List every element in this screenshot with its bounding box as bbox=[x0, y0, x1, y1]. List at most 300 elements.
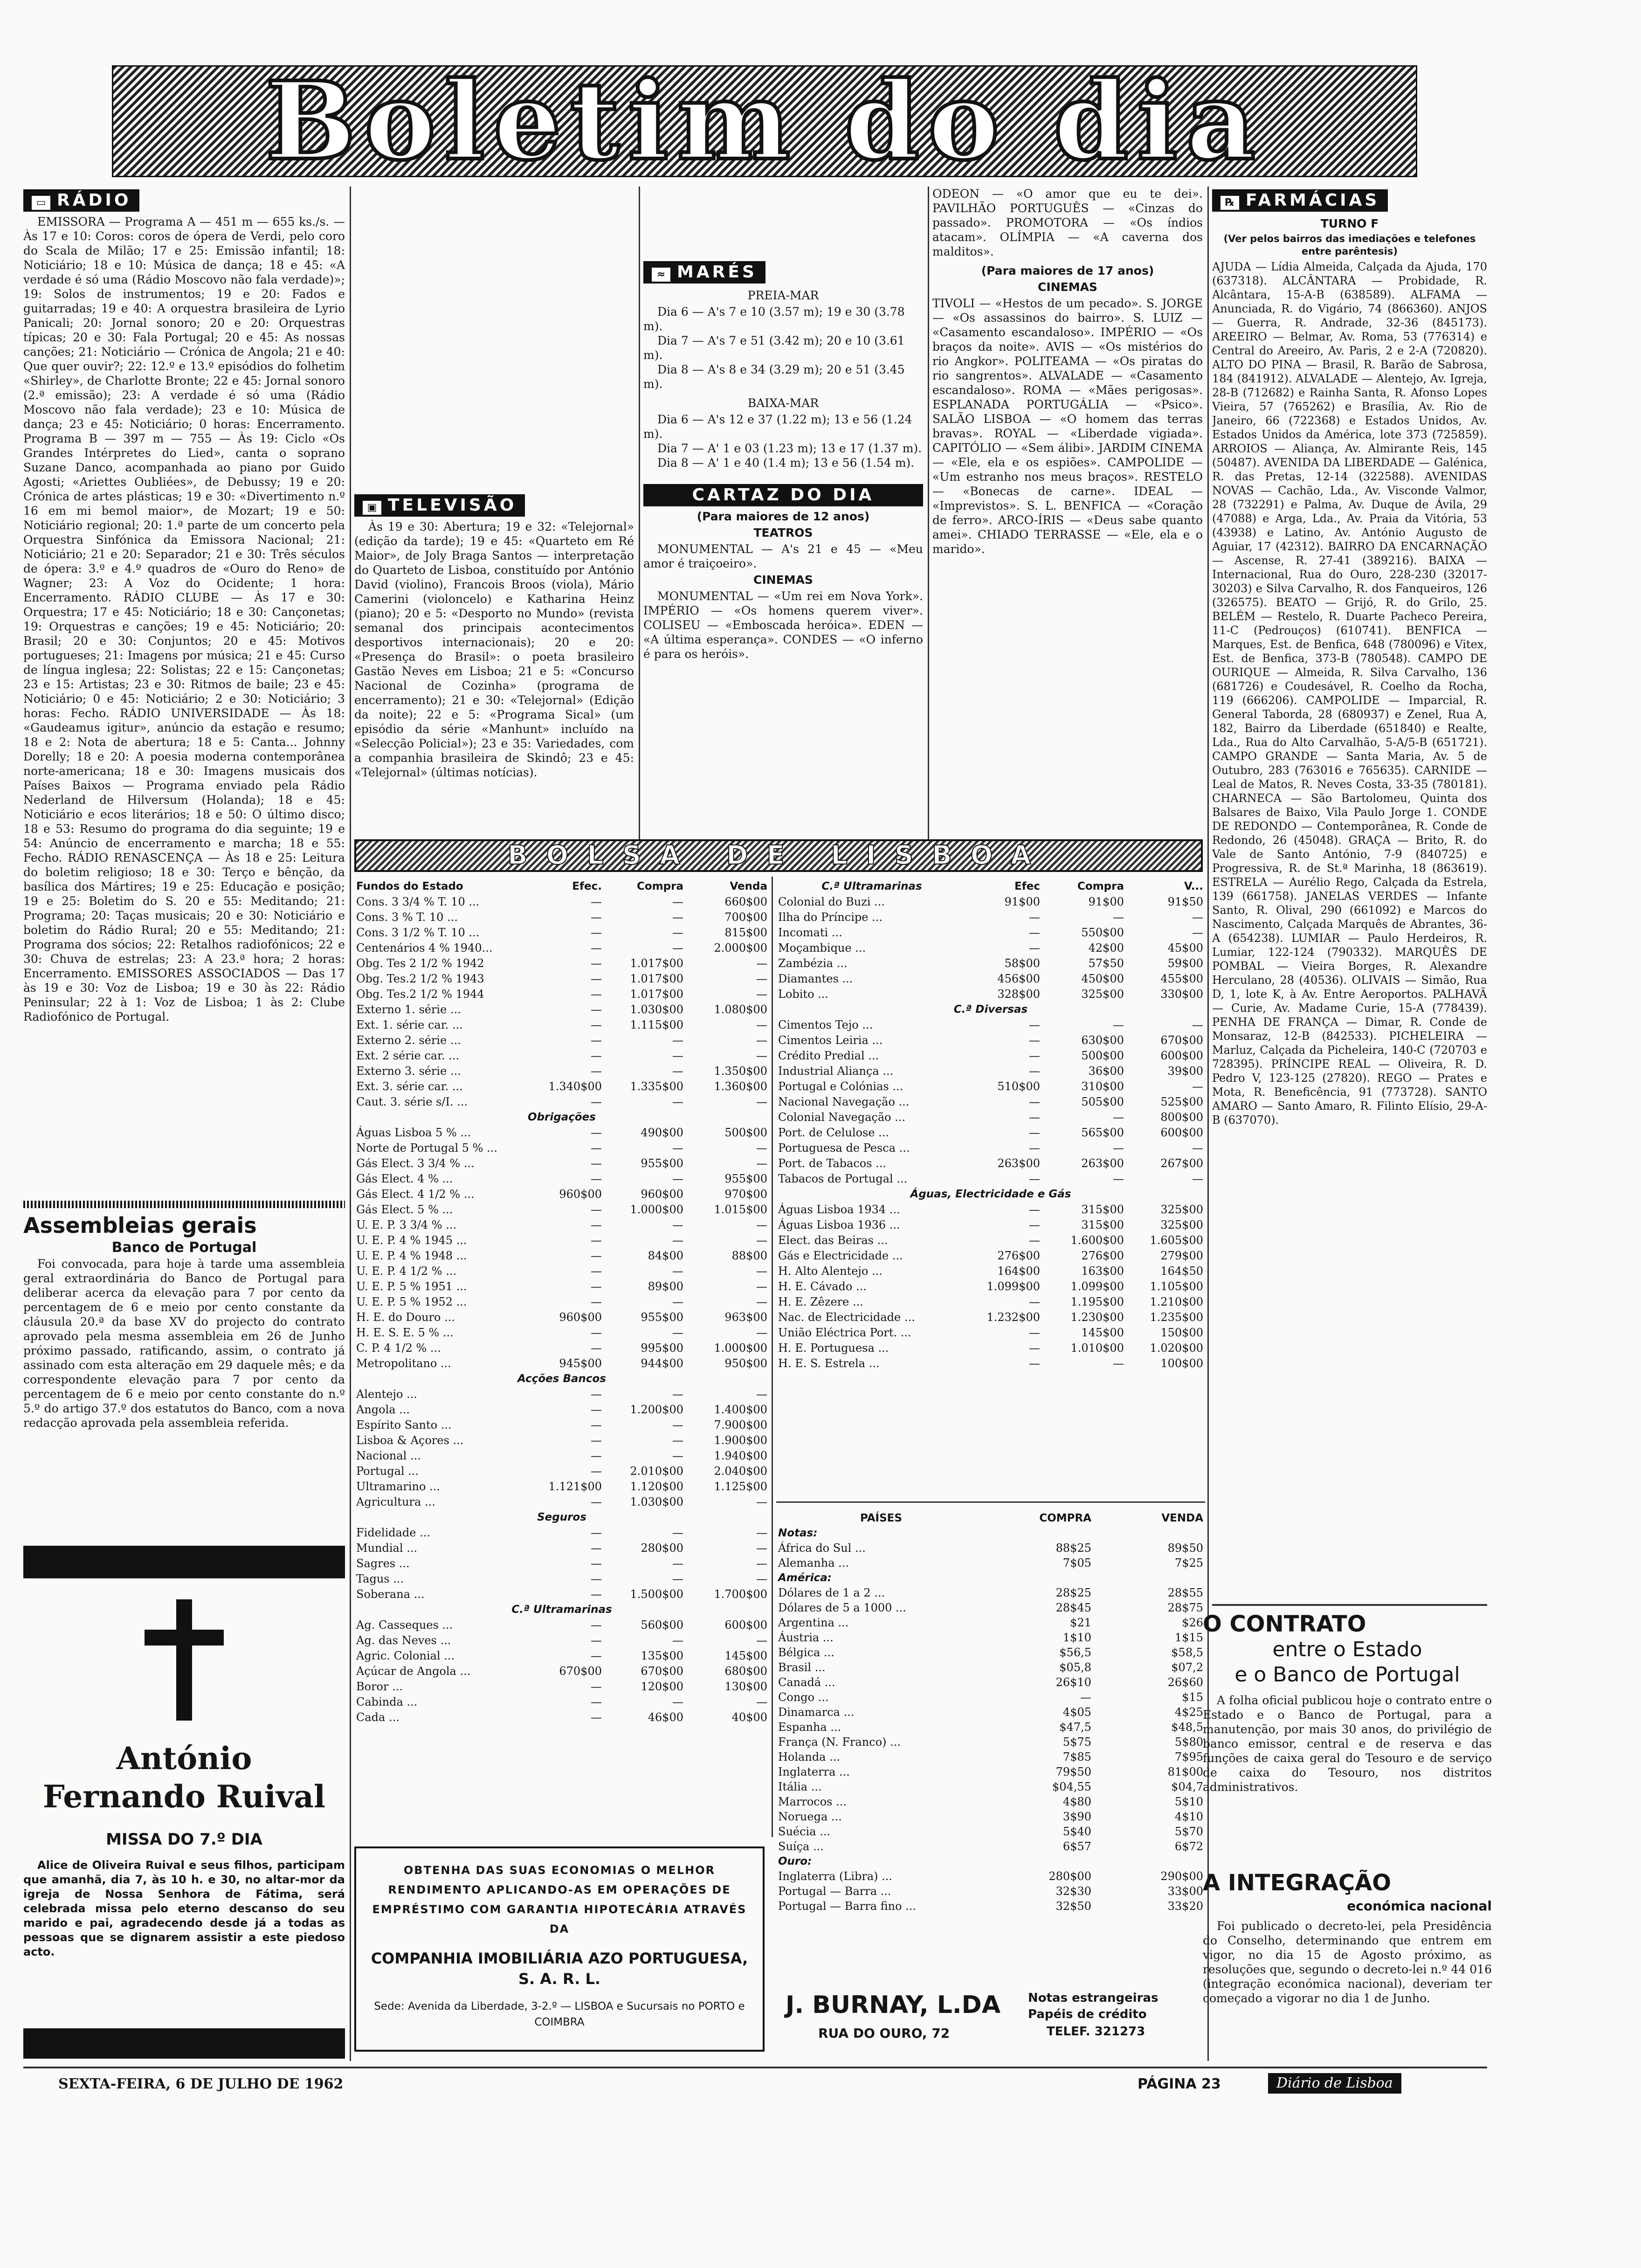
row-label: U. E. P. 4 % 1945 ... bbox=[356, 1234, 467, 1247]
footer-paper: Diário de Lisboa bbox=[1268, 2073, 1401, 2094]
row-value: 7$25 bbox=[1174, 1556, 1203, 1570]
row-value: 1.080$00 bbox=[714, 1003, 767, 1016]
row-label: U. E. P. 5 % 1952 ... bbox=[356, 1295, 467, 1308]
row-value: — bbox=[756, 1157, 767, 1170]
row-value: — bbox=[591, 1465, 602, 1478]
row-value: — bbox=[591, 1403, 602, 1416]
column-2 bbox=[354, 187, 634, 839]
table-row bbox=[354, 1233, 769, 1248]
table-row bbox=[354, 1633, 769, 1648]
row-value: 490$00 bbox=[641, 1126, 683, 1139]
row-value: 145$00 bbox=[1081, 1326, 1124, 1339]
row-value: — bbox=[591, 1265, 602, 1278]
row-value: $05,8 bbox=[1059, 1661, 1091, 1674]
row-value: 4$10 bbox=[1174, 1810, 1203, 1823]
row-label: Marrocos ... bbox=[778, 1795, 847, 1808]
row-value: — bbox=[1113, 1172, 1124, 1185]
row-value: 150$00 bbox=[1160, 1326, 1203, 1339]
row-value: 1.210$00 bbox=[1150, 1295, 1203, 1308]
row-value: — bbox=[591, 1588, 602, 1601]
table-row bbox=[776, 971, 1205, 987]
row-value: 1$15 bbox=[1174, 1631, 1203, 1644]
table-row bbox=[354, 1494, 769, 1510]
row-label: Elect. das Beiras ... bbox=[778, 1234, 888, 1247]
row-value: — bbox=[1192, 911, 1203, 924]
row-value: — bbox=[591, 1649, 602, 1662]
table-row bbox=[354, 1341, 769, 1356]
row-value: 1.360$00 bbox=[714, 1080, 767, 1093]
row-value: 26$60 bbox=[1167, 1676, 1203, 1689]
row-label: Águas Lisboa 1934 ... bbox=[778, 1203, 900, 1216]
row-label: H. E. Cávado ... bbox=[778, 1280, 867, 1293]
row-value: 330$00 bbox=[1160, 988, 1203, 1001]
row-value: 1.700$00 bbox=[714, 1588, 767, 1601]
ad-azo-address: Sede: Avenida da Liberdade, 3-2.º — LISBOA e Sucursais no PORTO e COIMBRA bbox=[374, 2000, 745, 2028]
row-value: 89$50 bbox=[1167, 1542, 1203, 1555]
row-label: Centenários 4 % 1940... bbox=[356, 941, 493, 954]
row-value: 3$90 bbox=[1062, 1810, 1091, 1823]
row-value: — bbox=[591, 1680, 602, 1693]
row-value: 164$50 bbox=[1160, 1265, 1203, 1278]
row-value: 26$10 bbox=[1055, 1676, 1091, 1689]
row-label: Boror ... bbox=[356, 1680, 403, 1693]
row-value: $26 bbox=[1182, 1616, 1203, 1629]
row-label: H. E. Zêzere ... bbox=[778, 1295, 863, 1308]
turno: TURNO F bbox=[1320, 217, 1379, 230]
col-fundos: Fundos do Estado bbox=[356, 880, 463, 892]
row-value: — bbox=[591, 957, 602, 970]
row-value: 280$00 bbox=[1048, 1870, 1091, 1883]
column-3 bbox=[643, 252, 923, 839]
row-value: — bbox=[756, 1141, 767, 1155]
row-value: 46$00 bbox=[648, 1711, 683, 1724]
teatros-text: MONUMENTAL — A's 21 e 45 — «Meu amor é traiçoeiro». bbox=[643, 542, 923, 570]
burnay-tel: TELEF. 321273 bbox=[1047, 2025, 1145, 2039]
row-value: — bbox=[672, 926, 683, 939]
table-row bbox=[354, 1310, 769, 1325]
table-row bbox=[776, 1356, 1205, 1371]
row-value: 88$25 bbox=[1055, 1542, 1091, 1555]
table-row bbox=[776, 1779, 1205, 1794]
row-value: $04,7 bbox=[1171, 1780, 1203, 1793]
table-row bbox=[776, 1048, 1205, 1064]
table-row bbox=[354, 1541, 769, 1556]
row-value: — bbox=[591, 1434, 602, 1447]
row-value: — bbox=[756, 1218, 767, 1231]
table-row bbox=[354, 1664, 769, 1679]
row-value: 145$00 bbox=[724, 1649, 767, 1662]
section-heading: Seguros bbox=[537, 1511, 586, 1523]
row-label: H. E. S. Estrela ... bbox=[778, 1357, 880, 1370]
row-value: — bbox=[672, 1326, 683, 1339]
table-row bbox=[776, 940, 1205, 956]
row-value: — bbox=[756, 1265, 767, 1278]
row-value: 630$00 bbox=[1081, 1034, 1124, 1047]
table-row bbox=[776, 1690, 1205, 1705]
row-value: 1.195$00 bbox=[1070, 1295, 1124, 1308]
row-value: — bbox=[756, 1557, 767, 1570]
row-value: — bbox=[591, 926, 602, 939]
table-row bbox=[354, 1033, 769, 1048]
row-value: — bbox=[1029, 1218, 1040, 1231]
row-label: Obg. Tes 2 1/2 % 1942 bbox=[356, 957, 484, 970]
row-value: — bbox=[1113, 1111, 1124, 1124]
row-value: 1.030$00 bbox=[630, 1003, 683, 1016]
row-value: — bbox=[1029, 1126, 1040, 1139]
row-value: 290$00 bbox=[1160, 1870, 1203, 1883]
row-value: 670$00 bbox=[1160, 1034, 1203, 1047]
row-label: Inglaterra (Libra) ... bbox=[778, 1870, 893, 1883]
row-label: Portugal — Barra fino ... bbox=[778, 1900, 917, 1913]
table-row bbox=[776, 1325, 1205, 1341]
row-label: Externo 3. série ... bbox=[356, 1065, 461, 1078]
row-value: 32$30 bbox=[1055, 1885, 1091, 1898]
table-row bbox=[776, 1064, 1205, 1079]
table-row bbox=[776, 1705, 1205, 1720]
row-value: 2.010$00 bbox=[630, 1465, 683, 1478]
rule-col3 bbox=[928, 187, 929, 839]
row-value: 1.400$00 bbox=[714, 1403, 767, 1416]
row-label: Cimentos Tejo ... bbox=[778, 1018, 873, 1031]
row-value: — bbox=[1029, 911, 1040, 924]
row-label: Externo 1. série ... bbox=[356, 1003, 461, 1016]
table-row bbox=[776, 1615, 1205, 1630]
table-row bbox=[776, 1809, 1205, 1824]
row-label: Obg. Tes.2 1/2 % 1944 bbox=[356, 988, 484, 1001]
notas-label: Notas: bbox=[778, 1527, 818, 1539]
row-label: Gás Elect. 4 1/2 % ... bbox=[356, 1188, 475, 1201]
row-label: Mundial ... bbox=[356, 1542, 418, 1555]
row-value: — bbox=[591, 1388, 602, 1401]
radio-icon: ▭ bbox=[32, 196, 50, 210]
row-label: U. E. P. 4 1/2 % ... bbox=[356, 1265, 457, 1278]
row-value: — bbox=[672, 1095, 683, 1108]
table-row bbox=[354, 1048, 769, 1064]
row-value: — bbox=[591, 1157, 602, 1170]
row-label: H. E. S. E. 5 % ... bbox=[356, 1326, 454, 1339]
row-label: União Eléctrica Port. ... bbox=[778, 1326, 911, 1339]
row-value: — bbox=[591, 972, 602, 985]
table-row bbox=[776, 1156, 1205, 1171]
table-row bbox=[354, 956, 769, 971]
row-value: 325$00 bbox=[1081, 988, 1124, 1001]
table-row bbox=[354, 1479, 769, 1494]
row-value: 955$00 bbox=[641, 1311, 683, 1324]
row-value: — bbox=[672, 1526, 683, 1539]
row-value: — bbox=[591, 911, 602, 924]
row-label: Fidelidade ... bbox=[356, 1526, 430, 1539]
section-heading: Acções Bancos bbox=[517, 1373, 606, 1385]
table-row bbox=[354, 1279, 769, 1294]
contrato-text: A folha oficial publicou hoje o contrato entre o Estado e o Banco de Portugal, para a manutenção, por mais 30 anos, do privilégio de banco emissor, central e de reserva e das funções de caixa geral do Tesouro e de serviço de caixa do Tesouro, nos distritos administrativos. bbox=[1203, 1694, 1492, 1794]
row-label: Ext. 1. série car. ... bbox=[356, 1018, 463, 1031]
row-label: Ilha do Príncipe ... bbox=[778, 911, 883, 924]
table-row bbox=[776, 925, 1205, 940]
table-row bbox=[354, 894, 769, 910]
rule-contrato bbox=[1212, 1604, 1487, 1606]
row-value: 1.017$00 bbox=[630, 972, 683, 985]
row-value: — bbox=[672, 1449, 683, 1462]
table-row bbox=[776, 1233, 1205, 1248]
row-value: — bbox=[1192, 1172, 1203, 1185]
row-value: — bbox=[756, 1526, 767, 1539]
row-value: 1.600$00 bbox=[1070, 1234, 1124, 1247]
row-value: — bbox=[672, 1418, 683, 1431]
row-value: — bbox=[756, 1572, 767, 1585]
table-row bbox=[776, 1675, 1205, 1690]
table-row bbox=[354, 1556, 769, 1571]
row-value: — bbox=[1029, 1234, 1040, 1247]
row-value: $15 bbox=[1182, 1691, 1203, 1704]
bolsa-title-box bbox=[354, 839, 1203, 872]
row-value: 6$57 bbox=[1062, 1840, 1091, 1853]
row-value: 950$00 bbox=[724, 1357, 767, 1370]
cinemas17-heading: CINEMAS bbox=[1038, 280, 1097, 294]
row-label: H. E. do Douro ... bbox=[356, 1311, 455, 1324]
burnay-address: RUA DO OURO, 72 bbox=[818, 2026, 950, 2041]
row-value: 560$00 bbox=[641, 1618, 683, 1632]
row-value: 1.030$00 bbox=[630, 1495, 683, 1508]
row-value: 1.900$00 bbox=[714, 1434, 767, 1447]
row-label: U. E. P. 5 % 1951 ... bbox=[356, 1280, 467, 1293]
row-label: Incomati ... bbox=[778, 926, 842, 939]
row-value: $58,5 bbox=[1171, 1646, 1203, 1659]
row-value: — bbox=[591, 1572, 602, 1585]
row-value: 315$00 bbox=[1081, 1203, 1124, 1216]
row-value: — bbox=[756, 1034, 767, 1047]
row-value: 960$00 bbox=[559, 1311, 602, 1324]
row-label: Holanda ... bbox=[778, 1750, 841, 1763]
row-value: 450$00 bbox=[1081, 972, 1124, 985]
row-label: Noruega ... bbox=[778, 1810, 842, 1823]
burnay-line2: Papéis de crédito bbox=[1028, 2007, 1147, 2021]
row-value: 2.040$00 bbox=[714, 1465, 767, 1478]
row-value: 955$00 bbox=[724, 1172, 767, 1185]
row-value: 263$00 bbox=[1081, 1157, 1124, 1170]
cinemas17-text: TIVOLI — «Hestos de um pecado». S. JORGE — «Os assassinos do bairro». S. LUIZ — «Casamento escandaloso». IMPÉRIO — «Os braços da noite». AVIS — «Os mistérios do rio Angkor». POLITEAMA — «Os piratas do rio sangrentos». ALVALADE — «Casamento escandaloso». ROMA — «Mães perigosas». ESPLANADA PORTUGÁLIA — «Psico». SALÃO LISBOA — «O homem das terras bravas». ROYAL — «Liberdade vigiada». CAPITÓLIO — «Sem álibi». JARDIM CINEMA — «Ele, ela e os espiões». CAMPOLIDE — «Um estranho nos meus braços». RESTELO — «Bonecas de carne». IDEAL — «Imprevistos». S. L. BENFICA — «Coração de ferro». ARCO-ÍRIS — «Deus sabe quanto amei». CHIADO TERRASSE — «Ele, ela e o marido». bbox=[932, 297, 1203, 556]
cartaz-heading: CARTAZ DO DIA bbox=[643, 484, 923, 506]
table-row bbox=[354, 1264, 769, 1279]
row-value: — bbox=[1113, 911, 1124, 924]
row-value: — bbox=[1029, 1034, 1040, 1047]
farmacias-text: AJUDA — Lídia Almeida, Calçada da Ajuda, 170 (637318). ALCÂNTARA — Probidade, R. Alcântara, 15-A-B (638589). ALFAMA — Anunciada, R. do Vigário, 74 (866360). ANJOS — Guerra, R. Andrade, 32-36 (845173). AREEIRO — Belmar, Av. Roma, 53 (776314) e Central do Areeiro, Av. Paris, 2 e 2-A (720820). ALTO DO PINA — Brasil, R. Barão de Sabrosa, 184 (841912). ALVALADE — Alentejo, Av. Igreja, 28-B (712682) e Rainha Santa, R. Afonso Lopes Vieira, 57 (765262) e Brasília, Av. Rio de Janeiro, 66 (722368) e Estados Unidos, Av. Estados Unidos da América, lote 373 (725859). ARROIOS — Aliança, Av. Almirante Reis, 145 (50487). AVENIDA DA LIBERDADE — Galénica, R. das Pretas, 12-14 (322588). AVENIDAS NOVAS — Cachão, Lda., Av. Visconde Valmor, 28 (732291) e Palma, Av. Duque de Ávila, 29 (47088) e Arga, Lda., Av. Praia da Vitória, 53 (43938) e Latino, Av. António Augusto de Aguiar, 17 (42312). BAIRRO DA ENCARNAÇÃO — Ascense, R. 27-41 (389216). BAIXA — Internacional, Rua do Ouro, 228-230 (32017-30203) e Silva Carvalho, R. dos Fanqueiros, 126 (326575). BEATO — Grijó, R. do Grilo, 25. BELÉM — Restelo, R. Duarte Pacheco Pereira, 11-C (Pedrouços) (610741). BENFICA — Marques, Est. de Benfica, 648 (780096) e Vitex, Est. de Benfica, 373-B (780548). CAMPO DE OURIQUE — Almeida, R. Silva Carvalho, 136 (681726) e Coudesável, R. Coelho da Rocha, 119 (666206). CAMPOLIDE — Imparcial, R. General Taborda, 28 (680937) e Zenel, Rua A, 182, Bairro da Liberdade (651840) e Realte, Lda., Rua do Alto Carvalhão, 5-A/5-B (651721). CAMPO GRANDE — Santa Maria, Av. 5 de Outubro, 283 (763016 e 765635). CARNIDE — Leal de Matos, R. Neves Costa, 33-35 (780181). CHARNECA — São Bartolomeu, Quinta dos Balsares de Baixo, Vila Paulo Jorge 1. CONDE DE REDONDO — Contemporânea, R. Conde de Redondo, 26 (45048). GRAÇA — Brito, R. do Vale de Santo António, 7-9 (840725) e Progressiva, R. de St.ª Marinha, 18 (863619). ESTRELA — Aurélio Rego, Calçada da Estrela, 139 (661758). JANELAS VERDES — Infante Santo, R. Olival, 290 (661092) e Marcos do Nascimento, Calçada Marquês de Abrantes, 36-A (654238). LUMIAR — Paulo Herdeiros, R. Lumiar, 122-124 (790332). MARQUÊS DE POMBAL — Vieira Borges, R. Alexandre Herculano, 28 (40536). OLIVAIS — Simão, Rua D, 1, lote K, à Av. Entre Aeroportos. PALHAVÃ — Curie, Av. Madame Curie, 15-A (778439). PENHA DE FRANÇA — Dimar, R. Conde de Monsaraz, 12-B (842533). PICHELEIRA — Marluz, Calçada da Picheleira, 140-C (720703 e 728395). PRÍNCIPE REAL — Oliveira, R. D. Pedro V, 123-125 (27820). REGO — Prates e Mota, R. Beneficência, 91 (773728). SANTO AMARO — Santo Amaro, R. Filinto Elísio, 29-A-B (637070). bbox=[1212, 260, 1487, 1127]
table-row bbox=[776, 1341, 1205, 1356]
table-row bbox=[354, 1202, 769, 1217]
col-compra: Compra bbox=[1077, 880, 1124, 892]
table-row bbox=[776, 1556, 1205, 1570]
row-value: 276$00 bbox=[1081, 1249, 1124, 1262]
column-4 bbox=[932, 187, 1203, 839]
row-label: Tagus ... bbox=[356, 1572, 404, 1585]
table-row bbox=[354, 1402, 769, 1418]
row-label: Sagres ... bbox=[356, 1557, 410, 1570]
row-value: — bbox=[591, 895, 602, 908]
table-row bbox=[354, 1587, 769, 1602]
row-value: 680$00 bbox=[724, 1665, 767, 1678]
row-value: — bbox=[672, 1634, 683, 1647]
bolsa-right-header bbox=[776, 879, 1205, 894]
bolsa-right bbox=[776, 879, 1205, 1492]
row-value: 91$00 bbox=[1088, 895, 1124, 908]
section-heading-row bbox=[776, 1570, 1205, 1585]
assembleias-text: Foi convocada, para hoje à tarde uma assembleia geral extraordinária do Banco de Portugal para deliberar acerca da elevação para 7 por cento da percentagem de 6 e meio por cento constante da cláusula 20.ª da base XV do projecto do contrato aprovado pela mesma assembleia em 26 de Junho próximo passado, ratificando, assim, o contrato já assinado com esta alteração em 29 daquele mês; e da correspondente elevação para 7 por cento da percentagem de 6 e meio por cento constante do n.º 5.º do artigo 37.º dos estatutos do Banco, com a nova redacção aprovada pela assembleia referida. bbox=[23, 1257, 345, 1430]
row-value: 1.115$00 bbox=[630, 1018, 683, 1031]
row-label: Cons. 3 3/4 % T. 10 ... bbox=[356, 895, 480, 908]
row-label: Inglaterra ... bbox=[778, 1765, 850, 1778]
row-value: 1.000$00 bbox=[714, 1341, 767, 1355]
row-label: Espanha ... bbox=[778, 1721, 841, 1734]
row-value: $56,5 bbox=[1059, 1646, 1091, 1659]
row-value: 45$00 bbox=[1167, 941, 1203, 954]
row-value: 88$00 bbox=[731, 1249, 767, 1262]
row-label: Suécia ... bbox=[778, 1825, 831, 1838]
row-value: — bbox=[672, 1234, 683, 1247]
row-label: Águas Lisboa 5 % ... bbox=[356, 1126, 471, 1139]
col-venda: Venda bbox=[730, 880, 767, 892]
tv-text: Às 19 e 30: Abertura; 19 e 32: «Telejornal» (edição da tarde); 19 e 45: «Quarteto em Ré Maior», de Joly Braga Santos — interpretação do Quarteto de Lisboa, constituído por António David (violino), Francois Broos (viola), Mário Camerini (violoncelo) e Katharina Heinz (piano); 20 e 5: «Desporto no Mundo» (revista semanal dos principais acontecimentos desportivos internacionais); 20 e 20: «Presença do Brasil»: o poeta brasileiro Gastão Neves em Lisboa; 21 e 5: «Concurso Nacional de Cozinha» (programa de encerramento); 21 e 30: «Telejornal» (Edição da noite); 22 e 5: «Programa Sical» (um episódio da série «Manhunt» incluído na «Selecção Policial»); 23 e 35: Variedades, com a companhia brasileira de Skindô; 23 e 45: «Telejornal» (últimas notícias). bbox=[354, 520, 634, 779]
row-value: 456$00 bbox=[997, 972, 1040, 985]
col-efec: Efec. bbox=[572, 880, 602, 892]
section-heading-row bbox=[776, 1002, 1205, 1017]
row-value: — bbox=[756, 1018, 767, 1031]
row-value: — bbox=[591, 1418, 602, 1431]
col-paises: PAÍSES bbox=[860, 1512, 902, 1524]
row-value: 565$00 bbox=[1081, 1126, 1124, 1139]
row-value: — bbox=[591, 1172, 602, 1185]
table-row bbox=[354, 1187, 769, 1202]
row-label: Portugal — Barra ... bbox=[778, 1885, 891, 1898]
row-value: 5$75 bbox=[1062, 1736, 1091, 1749]
table-row bbox=[776, 1749, 1205, 1764]
table-row bbox=[354, 1217, 769, 1233]
col-venda: V... bbox=[1184, 880, 1203, 892]
footer-page: PÁGINA 23 bbox=[1138, 2076, 1221, 2092]
cross-icon bbox=[145, 1599, 224, 1721]
row-value: 1.099$00 bbox=[1070, 1280, 1124, 1293]
obituary-missa: MISSA DO 7.º DIA bbox=[106, 1830, 262, 1849]
row-value: — bbox=[1029, 1295, 1040, 1308]
row-value: — bbox=[591, 1095, 602, 1108]
obituary-bottom-bar bbox=[23, 2028, 345, 2059]
row-value: 955$00 bbox=[641, 1157, 683, 1170]
table-row bbox=[776, 1839, 1205, 1854]
row-label: Águas Lisboa 1936 ... bbox=[778, 1218, 900, 1231]
row-value: 1.120$00 bbox=[630, 1480, 683, 1493]
row-value: — bbox=[756, 1295, 767, 1308]
row-label: Norte de Portugal 5 % ... bbox=[356, 1141, 497, 1155]
row-label: C. P. 4 1/2 % ... bbox=[356, 1341, 441, 1355]
table-row bbox=[776, 1720, 1205, 1735]
teatros-heading: TEATROS bbox=[753, 526, 813, 539]
row-value: — bbox=[1113, 1357, 1124, 1370]
row-value: — bbox=[756, 1695, 767, 1708]
baixa-mar-2: Dia 7 — A' 1 e 03 (1.23 m); 13 e 17 (1.37 m). bbox=[657, 442, 922, 455]
row-value: — bbox=[591, 988, 602, 1001]
assembleias-subtitle: Banco de Portugal bbox=[111, 1239, 257, 1256]
row-label: Gás e Electricidade ... bbox=[778, 1249, 903, 1262]
baixa-mar-heading: BAIXA-MAR bbox=[747, 396, 819, 410]
row-value: 279$00 bbox=[1160, 1249, 1203, 1262]
row-value: 7$95 bbox=[1174, 1750, 1203, 1763]
row-label: Ag. Casseques ... bbox=[356, 1618, 453, 1632]
row-label: Gás Elect. 4 % ... bbox=[356, 1172, 453, 1185]
row-value: — bbox=[591, 1295, 602, 1308]
table-row bbox=[776, 1884, 1205, 1899]
obituary-text: Alice de Oliveira Ruival e seus filhos, participam que amanhã, dia 7, às 10 h. e 30, no altar-mor da igreja de Nossa Senhora de Fátima, será celebrada missa pelo eterno descanso do seu marido e pai, agradecendo desde já a todas as pessoas que se dignarem assistir a este piedoso acto. bbox=[23, 1859, 345, 1958]
table-row bbox=[354, 1125, 769, 1141]
row-value: — bbox=[756, 1326, 767, 1339]
row-value: — bbox=[672, 1034, 683, 1047]
col-venda: VENDA bbox=[1161, 1512, 1203, 1524]
row-value: 944$00 bbox=[641, 1357, 683, 1370]
masthead bbox=[112, 58, 1417, 184]
row-value: — bbox=[591, 1280, 602, 1293]
table-row bbox=[776, 987, 1205, 1002]
row-value: — bbox=[591, 1141, 602, 1155]
table-row bbox=[354, 1171, 769, 1187]
radio-heading: ▭ RÁDIO bbox=[23, 189, 139, 212]
row-value: 550$00 bbox=[1081, 926, 1124, 939]
footer-date: SEXTA-FEIRA, 6 DE JULHO DE 1962 bbox=[58, 2076, 344, 2092]
table-row bbox=[354, 1464, 769, 1479]
row-value: 7$85 bbox=[1062, 1750, 1091, 1763]
row-value: — bbox=[591, 1234, 602, 1247]
row-value: — bbox=[591, 1326, 602, 1339]
row-value: 4$80 bbox=[1062, 1795, 1091, 1808]
row-value: 267$00 bbox=[1160, 1157, 1203, 1170]
row-label: Nacional ... bbox=[356, 1449, 421, 1462]
row-value: 91$00 bbox=[1004, 895, 1040, 908]
bolsa-left-header bbox=[354, 879, 769, 894]
row-label: Caut. 3. série s/I. ... bbox=[356, 1095, 468, 1108]
table-row bbox=[776, 1794, 1205, 1809]
row-value: 600$00 bbox=[1160, 1126, 1203, 1139]
rule-assembleias bbox=[23, 1201, 345, 1208]
row-label: Cabinda ... bbox=[356, 1695, 418, 1708]
table-row bbox=[776, 1600, 1205, 1615]
row-value: 1.232$00 bbox=[986, 1311, 1040, 1324]
section-heading-row bbox=[776, 1187, 1205, 1202]
row-value: — bbox=[672, 1141, 683, 1155]
row-value: — bbox=[591, 1126, 602, 1139]
row-label: Diamantes ... bbox=[778, 972, 853, 985]
table-row bbox=[776, 1541, 1205, 1556]
row-value: — bbox=[672, 1295, 683, 1308]
table-row bbox=[776, 1110, 1205, 1125]
row-value: 58$00 bbox=[1004, 957, 1040, 970]
row-value: — bbox=[672, 1695, 683, 1708]
row-label: Crédito Predial ... bbox=[778, 1049, 879, 1062]
row-value: 310$00 bbox=[1081, 1080, 1124, 1093]
section-heading-row bbox=[354, 1110, 769, 1125]
row-value: 5$40 bbox=[1062, 1825, 1091, 1838]
row-value: 33$00 bbox=[1167, 1885, 1203, 1898]
row-value: — bbox=[1029, 1018, 1040, 1031]
row-value: — bbox=[672, 1218, 683, 1231]
table-row bbox=[776, 1310, 1205, 1325]
row-value: — bbox=[1113, 1018, 1124, 1031]
integracao-title: A INTEGRAÇÃO bbox=[1203, 1870, 1392, 1896]
bolsa-left-table bbox=[354, 879, 769, 1725]
table-row bbox=[354, 1571, 769, 1587]
assembleias-block bbox=[23, 1212, 345, 1539]
section-heading: Obrigações bbox=[528, 1111, 596, 1123]
cinemas-text: MONUMENTAL — «Um rei em Nova York». IMPÉRIO — «Os homens querem viver». COLISEU — «Emboscada heróica». EDEN — «A última esperança». CONDES — «O inferno é para os heróis». bbox=[643, 589, 923, 661]
cinemas-heading: CINEMAS bbox=[753, 573, 813, 587]
row-value: 510$00 bbox=[997, 1080, 1040, 1093]
farmacias-heading: ℞ FARMÁCIAS bbox=[1212, 189, 1388, 212]
wave-icon: ≈ bbox=[652, 268, 670, 282]
